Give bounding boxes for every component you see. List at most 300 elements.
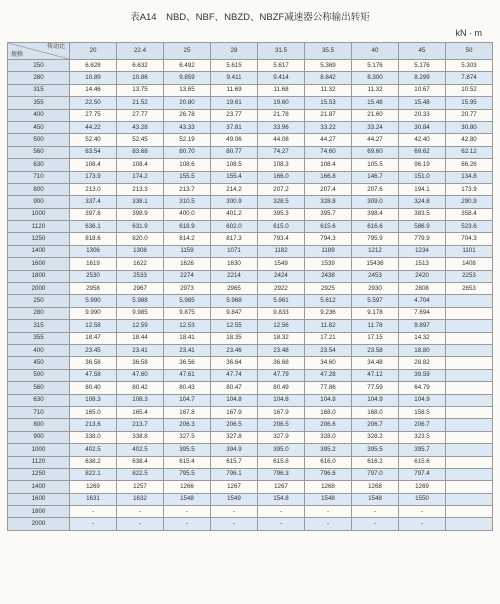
torque-cell: 328.8 [305, 196, 352, 208]
table-title: 表A14 NBD、NBF、NBZD、NBZF减速器公称输出转矩 [130, 12, 370, 23]
torque-cell: - [399, 506, 446, 518]
torque-cell: 1548 [164, 493, 211, 505]
torque-cell: 34.60 [305, 357, 352, 369]
torque-cell: 8.299 [399, 72, 446, 84]
torque-cell: 797.4 [399, 468, 446, 480]
torque-cell: 15.95 [446, 97, 493, 109]
size-cell: 450 [8, 121, 70, 133]
torque-cell: 6.632 [117, 60, 164, 72]
torque-cell: 11.82 [305, 320, 352, 332]
torque-cell: 174.2 [117, 171, 164, 183]
torque-cell: 1549 [211, 493, 258, 505]
torque-cell: 18.80 [399, 344, 446, 356]
torque-cell: 9.990 [70, 307, 117, 319]
torque-cell: 2530 [70, 270, 117, 282]
table-row [8, 258, 493, 270]
torque-cell: - [305, 518, 352, 530]
torque-cell: 36.64 [211, 357, 258, 369]
size-cell: 800 [8, 183, 70, 195]
table-row [8, 307, 493, 319]
torque-cell: 168.0 [352, 406, 399, 418]
table-row [8, 295, 493, 307]
torque-cell: 2958 [70, 283, 117, 295]
torque-cell: 167.9 [258, 406, 305, 418]
torque-cell: 2808 [399, 283, 446, 295]
torque-cell: 5.303 [446, 60, 493, 72]
torque-cell: 104.7 [164, 394, 211, 406]
torque-cell: 2965 [211, 283, 258, 295]
torque-cell [446, 369, 493, 381]
torque-cell: - [258, 518, 305, 530]
torque-cell: 206.6 [305, 419, 352, 431]
torque-cell: 1308 [117, 245, 164, 257]
size-cell: 800 [8, 419, 70, 431]
torque-cell: 83.54 [70, 146, 117, 158]
torque-cell: 206.5 [258, 419, 305, 431]
torque-cell: 402.5 [117, 444, 164, 456]
torque-cell: 27.75 [70, 109, 117, 121]
torque-cell: 11.68 [258, 84, 305, 96]
torque-cell: 1631 [70, 493, 117, 505]
ratio-header: 22.4 [117, 43, 164, 60]
torque-cell: 796.1 [211, 468, 258, 480]
table-body [8, 60, 493, 531]
torque-cell: 616.0 [305, 456, 352, 468]
torque-cell [446, 320, 493, 332]
table-row [8, 444, 493, 456]
table-row [8, 109, 493, 121]
torque-cell: - [117, 518, 164, 530]
torque-cell: 214.2 [211, 183, 258, 195]
torque-cell: 523.6 [446, 221, 493, 233]
torque-cell [446, 295, 493, 307]
torque-cell: 338.1 [117, 196, 164, 208]
torque-cell [446, 481, 493, 493]
torque-cell: - [164, 518, 211, 530]
torque-cell: - [399, 518, 446, 530]
torque-cell: 793.4 [258, 233, 305, 245]
torque-cell: 47.12 [352, 369, 399, 381]
torque-cell: 704.3 [446, 233, 493, 245]
torque-cell: 1071 [211, 245, 258, 257]
torque-cell [446, 444, 493, 456]
table-row [8, 84, 493, 96]
torque-cell: 5.612 [305, 295, 352, 307]
torque-cell: 23.48 [258, 344, 305, 356]
ratio-header: 35.5 [305, 43, 352, 60]
torque-cell: 36.58 [70, 357, 117, 369]
torque-cell: 213.7 [117, 419, 164, 431]
torque-cell: 168.0 [305, 406, 352, 418]
torque-cell: 9.833 [258, 307, 305, 319]
torque-cell: 167.9 [211, 406, 258, 418]
torque-cell: 618.9 [164, 221, 211, 233]
torque-cell: 19.60 [258, 97, 305, 109]
table-row [8, 419, 493, 431]
torque-cell: 23.58 [352, 344, 399, 356]
torque-cell: 194.1 [399, 183, 446, 195]
table-row [8, 468, 493, 480]
table-row [8, 270, 493, 282]
torque-cell: 80.49 [258, 382, 305, 394]
torque-cell: 2922 [258, 283, 305, 295]
table-row [8, 146, 493, 158]
torque-cell: 47.60 [117, 369, 164, 381]
ratio-header: 40 [352, 43, 399, 60]
torque-cell: 586.9 [399, 221, 446, 233]
torque-cell: 49.06 [211, 134, 258, 146]
torque-cell: 397.6 [70, 208, 117, 220]
torque-cell: 43.33 [164, 121, 211, 133]
size-cell: 315 [8, 84, 70, 96]
size-cell: 900 [8, 196, 70, 208]
torque-cell: 1632 [117, 493, 164, 505]
torque-cell: 9.897 [399, 320, 446, 332]
torque-cell: 14.32 [399, 332, 446, 344]
torque-cell: 1550 [399, 493, 446, 505]
table-row [8, 506, 493, 518]
torque-cell: 42.80 [446, 134, 493, 146]
torque-cell: 155.5 [164, 171, 211, 183]
torque-cell [446, 357, 493, 369]
table-row [8, 183, 493, 195]
torque-cell: - [211, 518, 258, 530]
torque-cell: 12.59 [117, 320, 164, 332]
torque-cell [446, 468, 493, 480]
table-row [8, 245, 493, 257]
torque-cell: 43.28 [117, 121, 164, 133]
size-cell: 710 [8, 406, 70, 418]
torque-cell: - [117, 506, 164, 518]
torque-cell: 166.0 [258, 171, 305, 183]
torque-cell: 213.6 [70, 419, 117, 431]
torque-cell: 39.59 [399, 369, 446, 381]
torque-cell: 69.62 [399, 146, 446, 158]
size-cell: 250 [8, 60, 70, 72]
torque-cell: 323.5 [399, 431, 446, 443]
table-row [8, 394, 493, 406]
torque-cell: 615.6 [399, 456, 446, 468]
torque-cell: 44.08 [258, 134, 305, 146]
ratio-header: 20 [70, 43, 117, 60]
torque-cell: 5.968 [211, 295, 258, 307]
torque-cell: 213.3 [117, 183, 164, 195]
ratio-header: 25 [164, 43, 211, 60]
torque-cell: 1267 [258, 481, 305, 493]
torque-cell: 108.3 [258, 159, 305, 171]
torque-cell: 52.19 [164, 134, 211, 146]
torque-cell: 4.704 [399, 295, 446, 307]
torque-cell [446, 493, 493, 505]
torque-cell: 1182 [258, 245, 305, 257]
torque-cell: - [164, 506, 211, 518]
torque-cell: 401.2 [211, 208, 258, 220]
torque-cell: 151.0 [399, 171, 446, 183]
torque-cell: 15.53 [305, 97, 352, 109]
table-row [8, 406, 493, 418]
unit-label: kN · m [455, 28, 482, 38]
table-row [8, 208, 493, 220]
table-row [8, 97, 493, 109]
torque-cell: 327.9 [258, 431, 305, 443]
torque-cell: 309.0 [352, 196, 399, 208]
torque-cell: 9.414 [258, 72, 305, 84]
torque-cell: 5.617 [258, 60, 305, 72]
torque-cell: 1269 [70, 481, 117, 493]
torque-cell: 12.56 [258, 320, 305, 332]
size-cell: 2000 [8, 283, 70, 295]
torque-cell: 74.27 [258, 146, 305, 158]
torque-cell: 395.3 [258, 208, 305, 220]
torque-cell: 28.82 [399, 357, 446, 369]
torque-cell: 5.615 [211, 60, 258, 72]
torque-cell: 2533 [117, 270, 164, 282]
torque-cell: 7.694 [399, 307, 446, 319]
torque-cell: 9.236 [305, 307, 352, 319]
torque-cell: 1622 [117, 258, 164, 270]
torque-cell: 26.78 [164, 109, 211, 121]
torque-cell: 12.55 [211, 320, 258, 332]
table-row [8, 369, 493, 381]
torque-cell: 64.79 [399, 382, 446, 394]
torque-cell: 42.40 [399, 134, 446, 146]
torque-cell: 23.46 [211, 344, 258, 356]
torque-cell: 23.54 [305, 344, 352, 356]
torque-cell [446, 506, 493, 518]
torque-cell: 108.4 [305, 159, 352, 171]
torque-cell: 402.5 [70, 444, 117, 456]
torque-cell: 327.5 [164, 431, 211, 443]
size-cell: 355 [8, 97, 70, 109]
torque-cell: 14.46 [70, 84, 117, 96]
table-row [8, 134, 493, 146]
torque-cell: 8.300 [352, 72, 399, 84]
size-cell: 710 [8, 171, 70, 183]
torque-cell: 1268 [305, 481, 352, 493]
torque-cell: 80.43 [164, 382, 211, 394]
torque-cell: 20.33 [399, 109, 446, 121]
torque-cell: 779.9 [399, 233, 446, 245]
ratio-header: 45 [399, 43, 446, 60]
size-cell: 280 [8, 307, 70, 319]
torque-cell: 822.1 [70, 468, 117, 480]
torque-cell: 795.9 [352, 233, 399, 245]
torque-cell: 2214 [211, 270, 258, 282]
torque-cell: 1268 [352, 481, 399, 493]
table-row [8, 456, 493, 468]
torque-cell: 338.8 [117, 431, 164, 443]
torque-cell: 108.5 [211, 159, 258, 171]
size-cell: 1600 [8, 258, 70, 270]
torque-cell: 2653 [446, 283, 493, 295]
torque-cell [446, 307, 493, 319]
torque-cell: 33.96 [258, 121, 305, 133]
torque-cell: 207.4 [305, 183, 352, 195]
torque-cell: 18.44 [117, 332, 164, 344]
torque-cell: 328.5 [258, 196, 305, 208]
torque-cell: 1257 [117, 481, 164, 493]
torque-cell [446, 382, 493, 394]
torque-cell: 822.5 [117, 468, 164, 480]
torque-cell: 5.988 [117, 295, 164, 307]
torque-cell: 1306 [70, 245, 117, 257]
torque-cell: 11.32 [352, 84, 399, 96]
torque-cell: 105.5 [352, 159, 399, 171]
torque-cell: 134.8 [446, 171, 493, 183]
size-cell: 1250 [8, 233, 70, 245]
torque-cell: 207.6 [352, 183, 399, 195]
table-row [8, 431, 493, 443]
torque-cell: 15.48 [352, 97, 399, 109]
torque-cell: 1548 [352, 493, 399, 505]
torque-cell: 1549 [258, 258, 305, 270]
torque-cell: 1408 [446, 258, 493, 270]
torque-cell: 18.32 [258, 332, 305, 344]
torque-cell: 395.0 [258, 444, 305, 456]
torque-cell: 9.859 [164, 72, 211, 84]
torque-cell: 30.84 [399, 121, 446, 133]
torque-cell: 383.5 [399, 208, 446, 220]
size-cell: 355 [8, 332, 70, 344]
torque-cell: 52.45 [117, 134, 164, 146]
torque-cell: 9.847 [211, 307, 258, 319]
torque-cell: - [352, 518, 399, 530]
torque-cell: 1548 [305, 493, 352, 505]
torque-cell: 108.4 [117, 159, 164, 171]
ratio-axis-label: 传动比 [46, 44, 65, 50]
torque-cell: 796.6 [305, 468, 352, 480]
torque-cell: 18.47 [70, 332, 117, 344]
torque-cell: 2930 [352, 283, 399, 295]
torque-cell: 10.67 [399, 84, 446, 96]
torque-cell: 327.8 [211, 431, 258, 443]
torque-cell: 154.8 [258, 493, 305, 505]
size-cell: 500 [8, 134, 70, 146]
torque-cell: - [352, 506, 399, 518]
torque-cell: 206.5 [211, 419, 258, 431]
size-axis-label: 规格 [11, 52, 24, 58]
torque-cell: 12.53 [164, 320, 211, 332]
torque-cell: 818.6 [70, 233, 117, 245]
size-cell: 1120 [8, 456, 70, 468]
torque-cell: 108.4 [70, 159, 117, 171]
torque-cell: 104.8 [258, 394, 305, 406]
torque-cell: 1234 [399, 245, 446, 257]
torque-cell: 37.81 [211, 121, 258, 133]
torque-cell: 11.32 [305, 84, 352, 96]
torque-cell: 83.68 [117, 146, 164, 158]
torque-cell: 213.0 [70, 183, 117, 195]
torque-cell: 22.50 [70, 97, 117, 109]
torque-table [7, 42, 493, 531]
torque-cell: 13.75 [117, 84, 164, 96]
table-row [8, 481, 493, 493]
torque-cell: - [211, 506, 258, 518]
torque-cell: 86.26 [446, 159, 493, 171]
torque-cell: 77.86 [305, 382, 352, 394]
torque-cell: 2274 [164, 270, 211, 282]
torque-cell: 30.80 [446, 121, 493, 133]
torque-cell: 21.60 [352, 109, 399, 121]
torque-cell: 5.176 [399, 60, 446, 72]
torque-cell: 104.9 [399, 394, 446, 406]
table-row [8, 283, 493, 295]
torque-cell: 1189 [305, 245, 352, 257]
size-cell: 630 [8, 159, 70, 171]
size-cell: 560 [8, 382, 70, 394]
torque-cell: 1159 [164, 245, 211, 257]
torque-cell: 206.3 [164, 419, 211, 431]
torque-cell: 33.22 [305, 121, 352, 133]
torque-cell: 615.4 [164, 456, 211, 468]
torque-cell: 615.8 [258, 456, 305, 468]
torque-cell: 47.58 [70, 369, 117, 381]
torque-cell: 615.7 [211, 456, 258, 468]
table-row [8, 357, 493, 369]
torque-cell: 400.0 [164, 208, 211, 220]
torque-cell: 395.5 [164, 444, 211, 456]
torque-cell: 394.9 [211, 444, 258, 456]
torque-cell: 77.59 [352, 382, 399, 394]
torque-cell: 638.2 [70, 456, 117, 468]
torque-cell: 9.985 [117, 307, 164, 319]
torque-cell: 2424 [258, 270, 305, 282]
table-row [8, 344, 493, 356]
torque-cell [446, 419, 493, 431]
torque-cell: 616.6 [352, 221, 399, 233]
torque-cell: 1630 [211, 258, 258, 270]
size-cell: 630 [8, 394, 70, 406]
torque-cell: 80.42 [117, 382, 164, 394]
torque-cell: 2453 [352, 270, 399, 282]
torque-cell: 207.2 [258, 183, 305, 195]
size-cell: 1800 [8, 270, 70, 282]
torque-cell: 7.874 [446, 72, 493, 84]
torque-cell: 1626 [164, 258, 211, 270]
torque-cell: 173.9 [446, 183, 493, 195]
torque-cell: 23.77 [211, 109, 258, 121]
table-row [8, 320, 493, 332]
torque-cell: 817.3 [211, 233, 258, 245]
header-row [8, 43, 493, 60]
torque-cell: 11.69 [211, 84, 258, 96]
table-row [8, 159, 493, 171]
torque-cell: 62.12 [446, 146, 493, 158]
ratio-header: 31.5 [258, 43, 305, 60]
size-cell: 900 [8, 431, 70, 443]
torque-cell: 602.0 [211, 221, 258, 233]
ratio-header: 50 [446, 43, 493, 60]
torque-cell: 2925 [305, 283, 352, 295]
torque-cell: 27.77 [117, 109, 164, 121]
torque-cell: 158.5 [399, 406, 446, 418]
torque-cell: 1267 [211, 481, 258, 493]
torque-cell: 8.842 [305, 72, 352, 84]
torque-cell: - [305, 506, 352, 518]
corner-header-cell [8, 43, 70, 60]
torque-cell: 23.41 [117, 344, 164, 356]
torque-cell: 398.4 [352, 208, 399, 220]
torque-cell: 23.41 [164, 344, 211, 356]
torque-cell: 395.2 [305, 444, 352, 456]
torque-cell: 1269 [399, 481, 446, 493]
torque-cell: 165.0 [70, 406, 117, 418]
torque-cell: 15.48 [399, 97, 446, 109]
size-cell: 500 [8, 369, 70, 381]
torque-cell: 10.86 [117, 72, 164, 84]
torque-cell: 23.45 [70, 344, 117, 356]
torque-cell [446, 344, 493, 356]
